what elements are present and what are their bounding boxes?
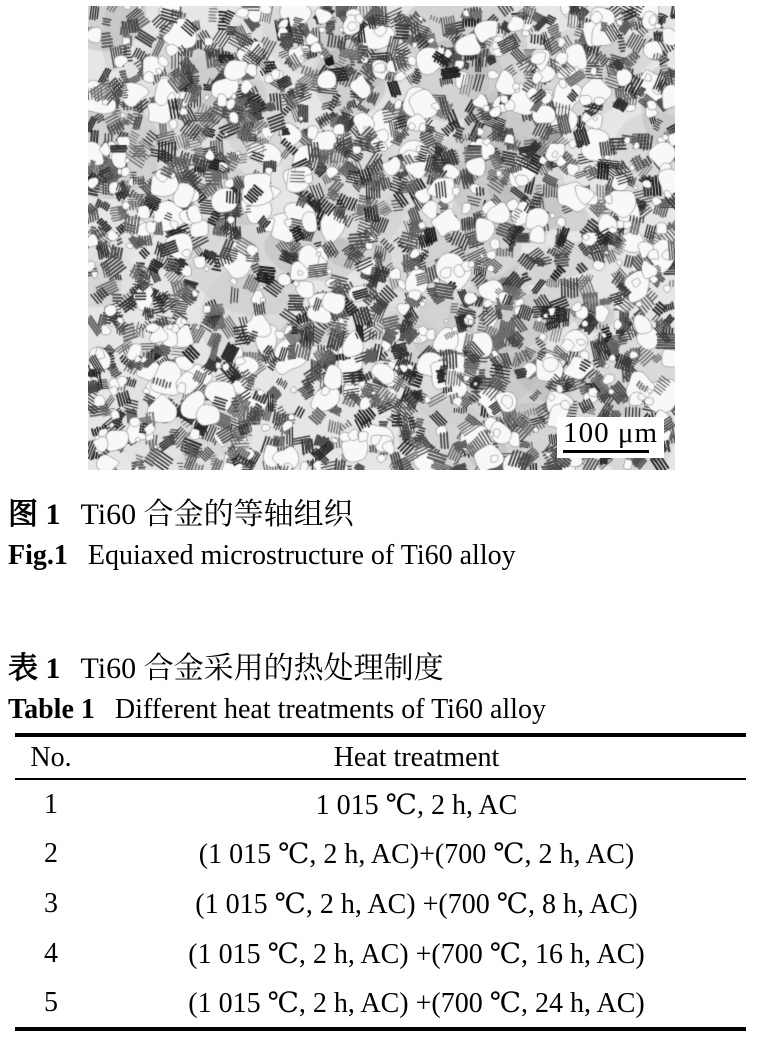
figure-caption-en bbox=[8, 540, 516, 572]
scale-bar bbox=[557, 417, 664, 458]
table-title-en bbox=[8, 694, 546, 726]
scale-bar-line bbox=[563, 450, 649, 453]
table-row bbox=[15, 779, 746, 829]
table-body bbox=[15, 779, 746, 1029]
row-number: 4 bbox=[44, 938, 58, 969]
row-number: 3 bbox=[44, 888, 58, 919]
table-title-en-label: Table 1 bbox=[8, 694, 95, 725]
table-title-zh-text: Ti60 合金采用的热处理制度 bbox=[80, 652, 444, 685]
micrograph-figure bbox=[88, 6, 675, 470]
table-title-en-text: Different heat treatments of Ti60 alloy bbox=[114, 694, 546, 725]
col-header-treatment: Heat treatment bbox=[87, 735, 746, 779]
figure-caption-zh bbox=[8, 489, 354, 533]
table-row bbox=[15, 879, 746, 929]
row-number: 5 bbox=[44, 987, 58, 1018]
col-header-no: No. bbox=[15, 735, 87, 779]
figure-caption-zh-text: Ti60 合金的等轴组织 bbox=[80, 498, 354, 531]
row-treatment: (1 015 ℃, 2 h, AC) +(700 ℃, 24 h, AC) bbox=[188, 988, 645, 1019]
micrograph-image bbox=[88, 6, 675, 470]
table-row bbox=[15, 829, 746, 879]
figure-caption-en-label: Fig.1 bbox=[8, 540, 68, 571]
row-number: 2 bbox=[44, 838, 58, 869]
row-treatment: (1 015 ℃, 2 h, AC)+(700 ℃, 2 h, AC) bbox=[198, 839, 635, 870]
table-title-zh bbox=[8, 643, 444, 687]
row-treatment: (1 015 ℃, 2 h, AC) +(700 ℃, 8 h, AC) bbox=[195, 889, 638, 920]
row-treatment: (1 015 ℃, 2 h, AC) +(700 ℃, 16 h, AC) bbox=[188, 939, 645, 970]
scale-bar-label: 100 μm bbox=[563, 416, 658, 449]
heat-treatment-table bbox=[15, 733, 746, 1031]
table-row bbox=[15, 979, 746, 1029]
row-number: 1 bbox=[44, 788, 58, 820]
figure-caption-en-text: Equiaxed microstructure of Ti60 alloy bbox=[87, 540, 516, 571]
table-row bbox=[15, 929, 746, 979]
row-treatment: 1 015 ℃, 2 h, AC bbox=[315, 789, 518, 821]
table-title-zh-label: 表 1 bbox=[8, 652, 61, 685]
figure-caption-zh-label: 图 1 bbox=[8, 498, 61, 531]
table-header-row bbox=[15, 735, 746, 779]
